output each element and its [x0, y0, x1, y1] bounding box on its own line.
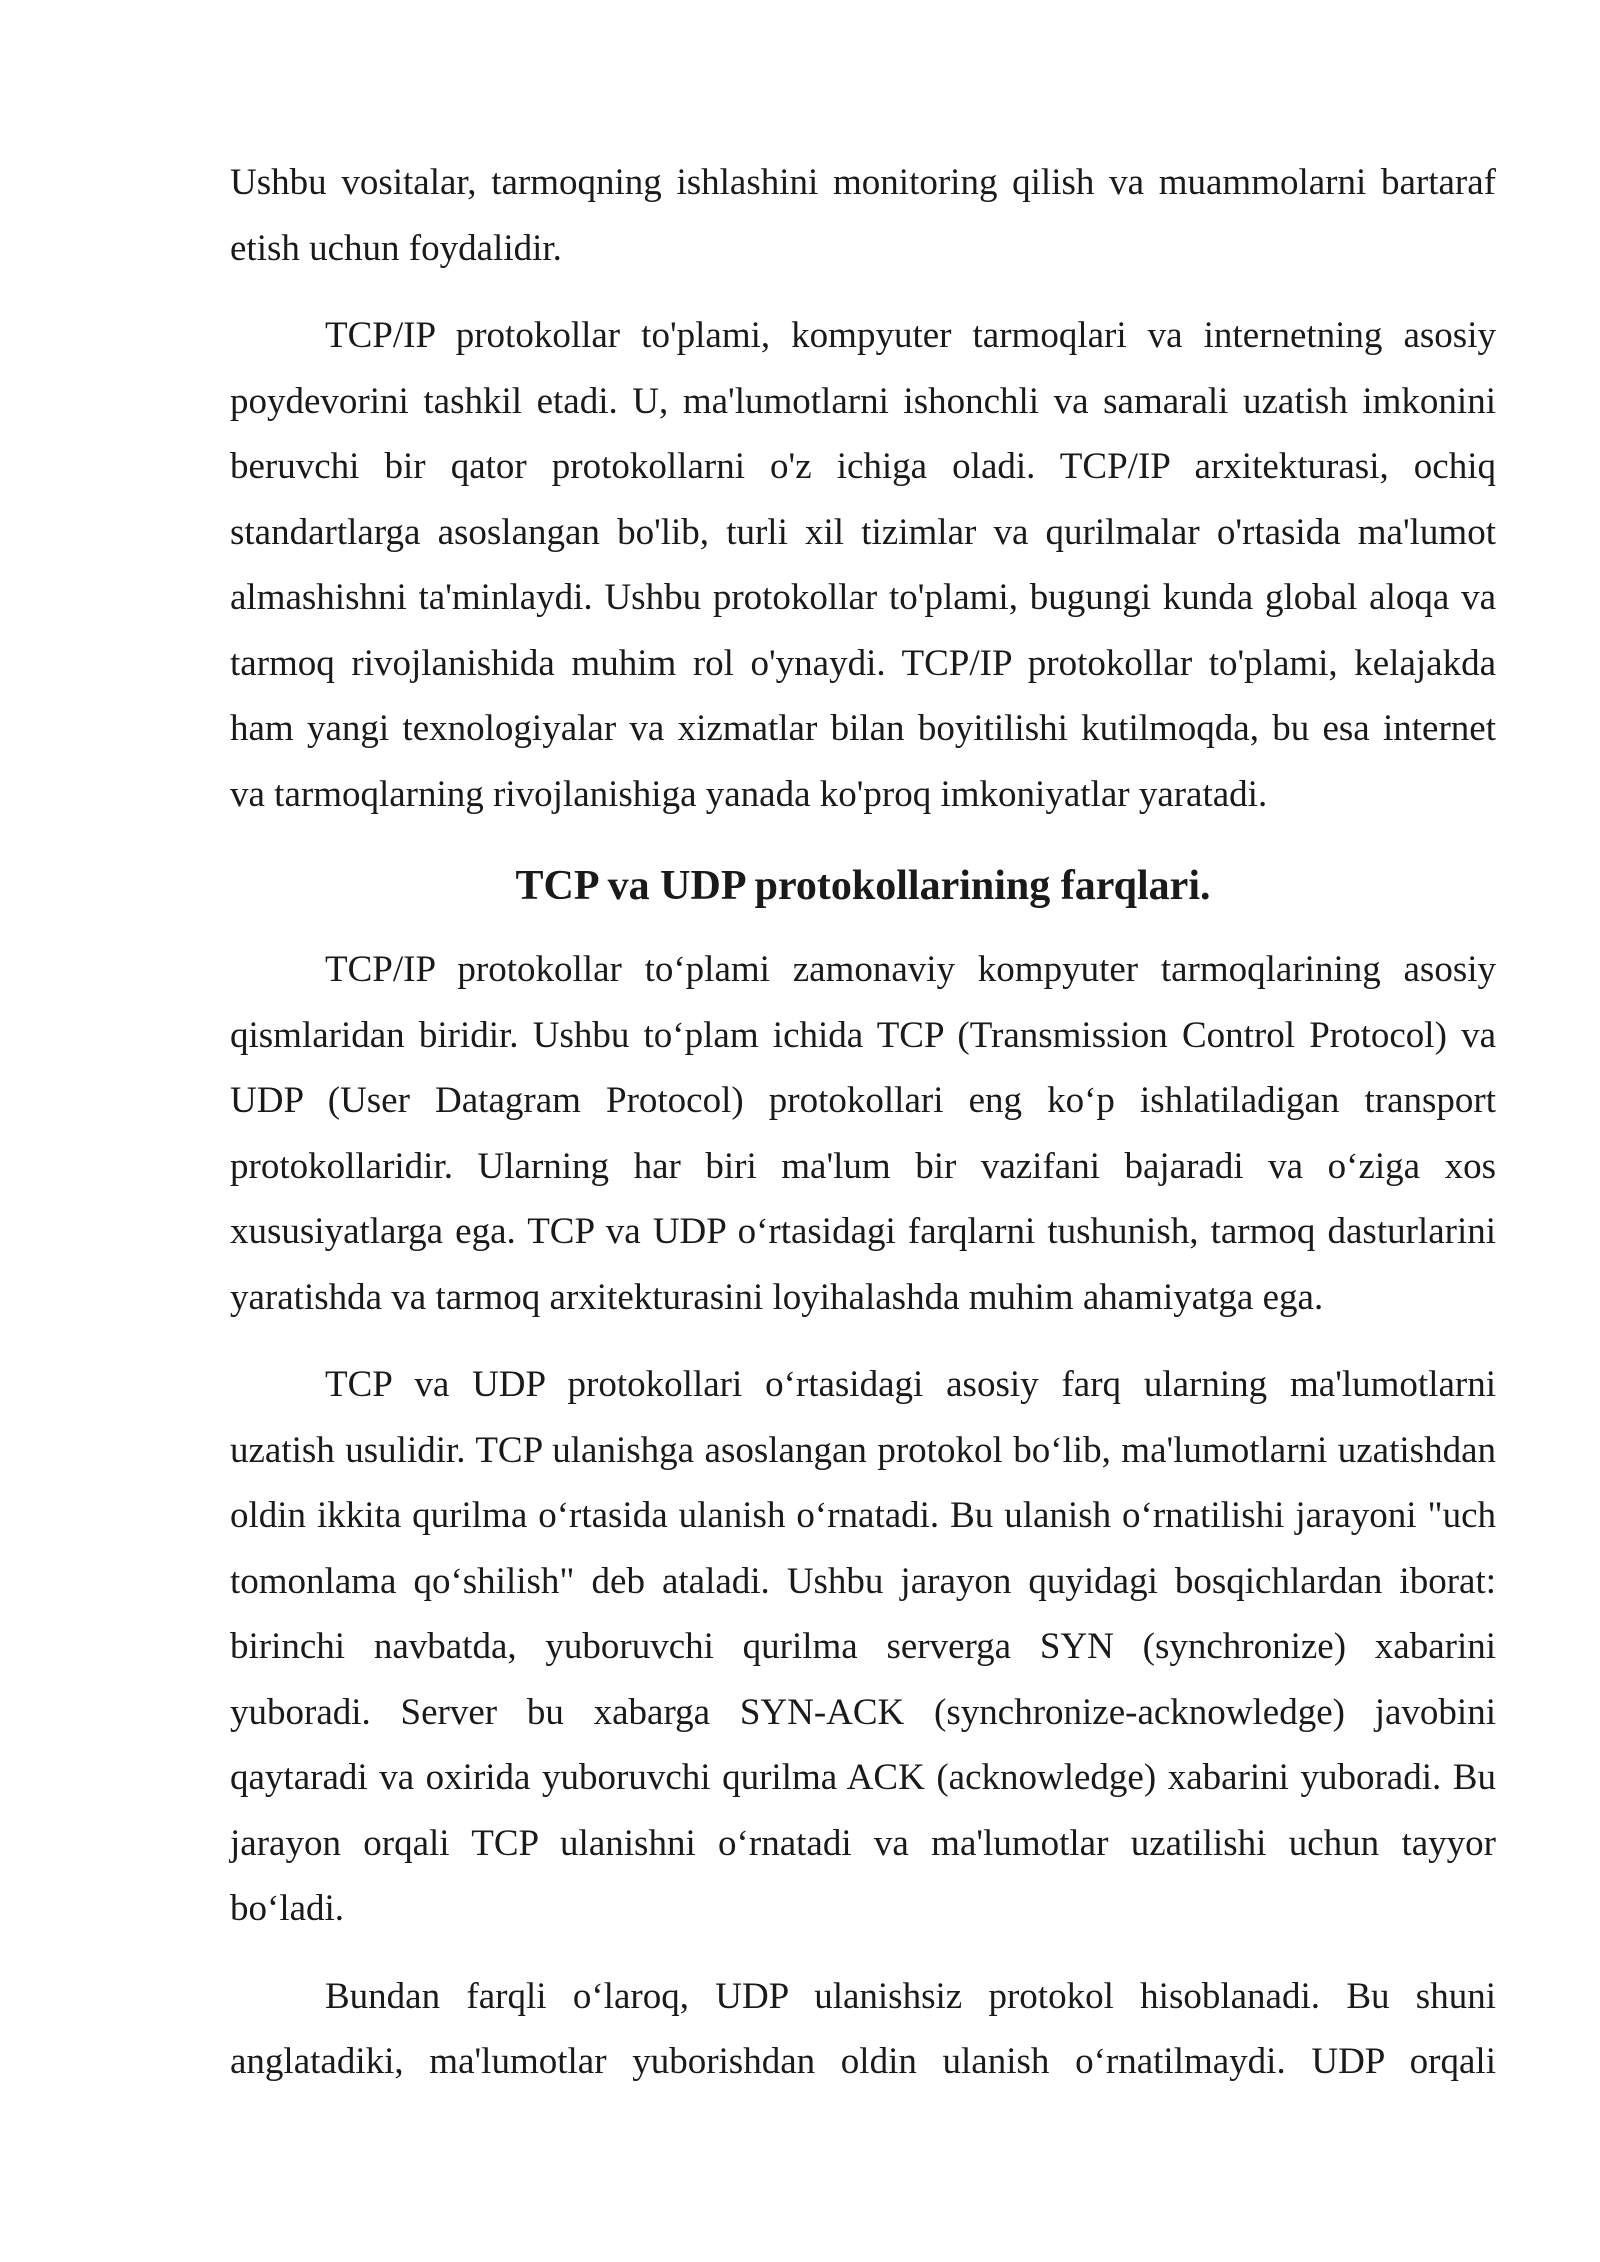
paragraph-udp-connectionless: Bundan farqli o‘laroq, UDP ulanishsiz protokol hisoblanadi. Bu shuni anglatadiki, ma'lumotlar yuborishdan oldin ulanish o‘rnatilmaydi. UDP orqali: [230, 1975, 1496, 2082]
paragraph-tcp-handshake: TCP va UDP protokollari o‘rtasidagi asosiy farq ularning ma'lumotlarni uzatish usulidir. TCP ulanishga asoslangan protokol bo‘lib, ma'lumotlarni uzatishdan oldin ikkita qurilma o‘rtasida ulanish o‘rnatadi. Bu ulanish o‘rnatilishi jarayoni "uch tomonlama qo‘shilish" deb ataladi. Ushbu jarayon quyidagi bosqichlardan iborat: birinchi navbatda, yuboruvchi qurilma serverga SYN (synchronize) xabarini yuboradi. Server bu xabarga SYN-ACK (synchronize-acknowledge) javobini qaytaradi va oxirida yuboruvchi qurilma ACK (acknowledge) xabarini yuboradi. Bu jarayon orqali TCP ulanishni o‘rnatadi va ma'lumotlar uzatilishi uchun tayyor bo‘ladi.: [230, 1364, 1496, 1929]
section-heading: TCP va UDP protokollarining farqlari.: [515, 863, 1211, 909]
document-page: [230, 150, 1496, 2117]
paragraph-tcp-udp-intro: TCP/IP protokollar to‘plami zamonaviy kompyuter tarmoqlarining asosiy qismlaridan biridir. Ushbu to‘plam ichida TCP (Transmission Control Protocol) va UDP (User Datagram Protocol) protokollari eng ko‘p ishlatiladigan transport protokollaridir. Ularning har biri ma'lum bir vazifani bajaradi va o‘ziga xos xususiyatlarga ega. TCP va UDP o‘rtasidagi farqlarni tushunish, tarmoq dasturlarini yaratishda va tarmoq arxitekturasini loyihalashda muhim ahamiyatga ega.: [230, 949, 1496, 1318]
paragraph-intro-continuation: Ushbu vositalar, tarmoqning ishlashini monitoring qilish va muammolarni bartaraf etish uchun foydalidir.: [230, 162, 1496, 269]
paragraph-tcpip-overview: TCP/IP protokollar to'plami, kompyuter tarmoqlari va internetning asosiy poydevorini tashkil etadi. U, ma'lumotlarni ishonchli va samarali uzatish imkonini beruvchi bir qator protokollarni o'z ichiga oladi. TCP/IP arxitekturasi, ochiq standartlarga asoslangan bo'lib, turli xil tizimlar va qurilmalar o'rtasida ma'lumot almashishni ta'minlaydi. Ushbu protokollar to'plami, bugungi kunda global aloqa va tarmoq rivojlanishida muhim rol o'ynaydi. TCP/IP protokollar to'plami, kelajakda ham yangi texnologiyalar va xizmatlar bilan boyitilishi kutilmoqda, bu esa internet va tarmoqlarning rivojlanishiga yanada ko'proq imkoniyatlar yaratadi.: [230, 315, 1496, 815]
